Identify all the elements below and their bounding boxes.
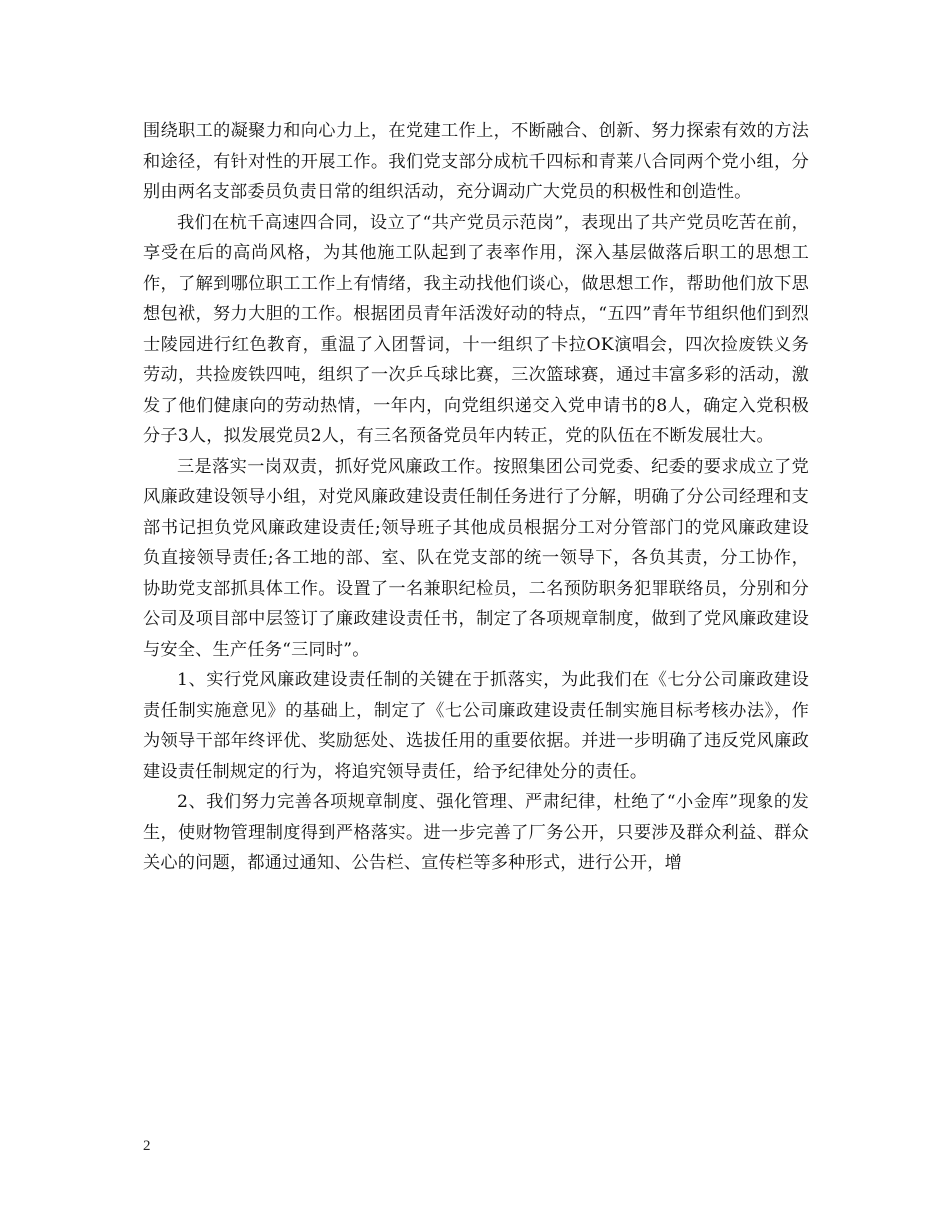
paragraph-3: 三是落实一岗双责，抓好党风廉政工作。按照集团公司党委、纪委的要求成立了党风廉政建设领导小组，对党风廉政建设责任制任务进行了分解，明确了分公司经理和支部书记担负党风廉政建设责任;领导班子其他成员根据分工对分管部门的党风廉政建设负直接领导责任;各工地的部、室、队在党支部的统一领导下，各负其责，分工协作，协助党支部抓具体工作。设置了一名兼职纪检员，二名预防职务犯罪联络员，分别和分公司及项目部中层签订了廉政建设责任书，制定了各项规章制度，做到了党风廉政建设与安全、生产任务“三同时”。: [143, 456, 809, 660]
paragraph-1: 围绕职工的凝聚力和向心力上，在党建工作上，不断融合、创新、努力探索有效的方法和途径，有针对性的开展工作。我们党支部分成杭千四标和青莱八合同两个党小组，分别由两名支部委员负责日常的组织活动，充分调动广大党员的积极性和创造性。: [143, 121, 809, 202]
page-number: 2: [143, 1138, 151, 1154]
paragraph-5: 2、我们努力完善各项规章制度、强化管理、严肃纪律，杜绝了“小金库”现象的发生，使财物管理制度得到严格落实。进一步完善了厂务公开，只要涉及群众利益、群众关心的问题，都通过通知、公告栏、宣传栏等多种形式，进行公开，增: [143, 792, 809, 873]
document-body: [143, 116, 809, 879]
paragraph-2: 我们在杭千高速四合同，设立了“共产党员示范岗”，表现出了共产党员吃苦在前，享受在后的高尚风格，为其他施工队起到了表率作用，深入基层做落后职工的思想工作，了解到哪位职工工作上有情绪，我主动找他们谈心，做思想工作，帮助他们放下思想包袱，努力大胆的工作。根据团员青年活泼好动的特点，“五四”青年节组织他们到烈士陵园进行红色教育，重温了入团誓词，十一组织了卡拉OK演唱会，四次捡废铁义务劳动，共捡废铁四吨，组织了一次乒乓球比赛，三次篮球赛，通过丰富多彩的活动，激发了他们健康向的劳动热情，一年内，向党组织递交入党申请书的8人，确定入党积极分子3人，拟发展党员2人，有三名预备党员年内转正，党的队伍在不断发展壮大。: [143, 212, 809, 446]
paragraph-4: 1、实行党风廉政建设责任制的关键在于抓落实，为此我们在《七分公司廉政建设责任制实施意见》的基础上，制定了《七公司廉政建设责任制实施目标考核办法》，作为领导干部年终评优、奖励惩处、选拔任用的重要依据。并进一步明确了违反党风廉政建设责任制规定的行为，将追究领导责任，给予纪律处分的责任。: [143, 670, 809, 782]
